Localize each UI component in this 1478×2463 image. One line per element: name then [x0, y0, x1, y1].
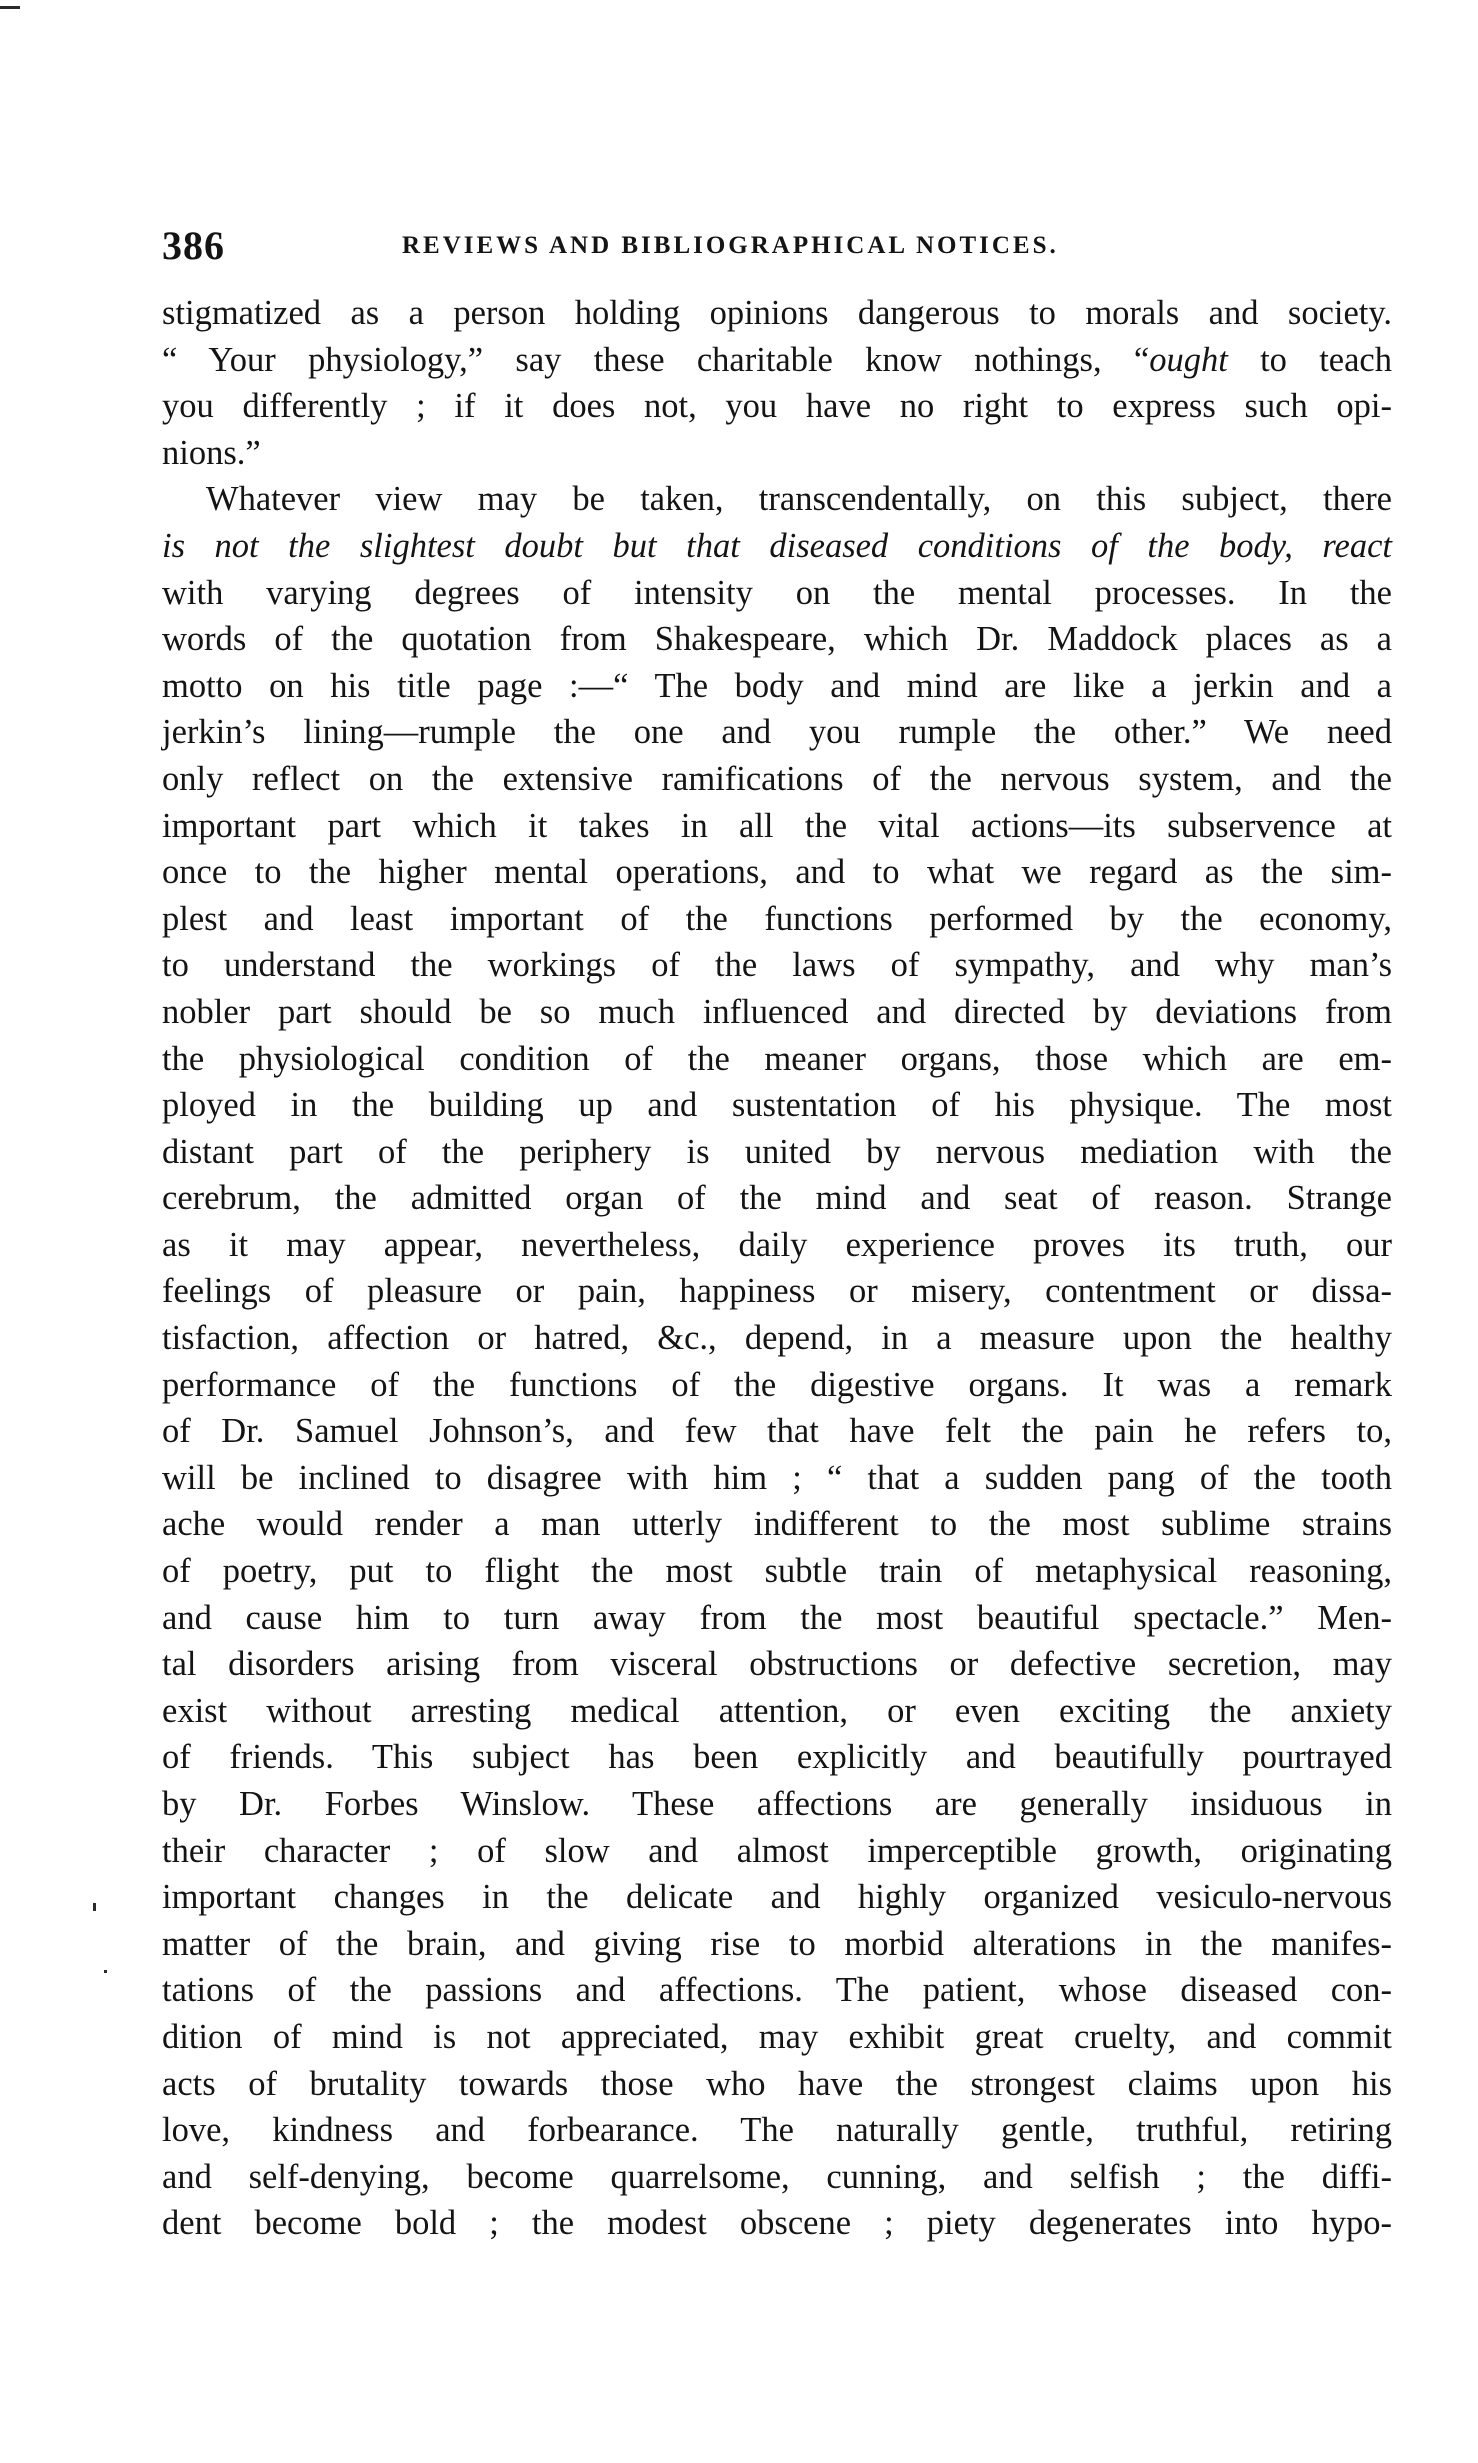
emphasis-ought: ought: [1149, 340, 1228, 379]
running-title: REVIEWS AND BIBLIOGRAPHICAL NOTICES.: [402, 232, 1059, 259]
text-line: acts of brutality towards those who have the strongest claims upon his: [162, 2064, 1392, 2103]
text-line: only reflect on the extensive ramifications of the nervous system, and the: [162, 759, 1392, 798]
text-line: performance of the functions of the digestive organs. It was a remark: [162, 1365, 1392, 1404]
text-line: of friends. This subject has been explicitly and beautifully pourtrayed: [162, 1738, 1392, 1777]
scan-mark-top-left: [0, 6, 20, 9]
text-line: exist without arresting medical attention, or even exciting the anxiety: [162, 1691, 1392, 1730]
scan-speck: [104, 1970, 107, 1973]
text-line: to understand the workings of the laws of sympathy, and why man’s: [162, 946, 1392, 985]
text-line: with varying degrees of intensity on the mental processes. In the: [162, 573, 1392, 612]
text-line: and cause him to turn away from the most beautiful spectacle.” Men-: [162, 1598, 1392, 1637]
text-line: ache would render a man utterly indifferent to the most sublime strains: [162, 1505, 1392, 1544]
text-line: nobler part should be so much influenced and directed by deviations from: [162, 992, 1392, 1031]
text-line: tisfaction, affection or hatred, &c., depend, in a measure upon the healthy: [162, 1319, 1392, 1358]
text-line: tations of the passions and affections. The patient, whose diseased con-: [162, 1971, 1392, 2010]
text-line: tal disorders arising from visceral obstructions or defective secretion, may: [162, 1645, 1392, 1684]
text-line: of poetry, put to flight the most subtle train of metaphysical reasoning,: [162, 1552, 1392, 1591]
text-line: by Dr. Forbes Winslow. These affections are generally insiduous in: [162, 1785, 1392, 1823]
text-line: of Dr. Samuel Johnson’s, and few that have felt the pain he refers to,: [162, 1412, 1392, 1451]
text-line: cerebrum, the admitted organ of the mind and seat of reason. Strange: [162, 1179, 1392, 1218]
text-line: motto on his title page :—“ The body and mind are like a jerkin and a: [162, 666, 1392, 705]
running-head: [162, 222, 1392, 272]
text-line: feelings of pleasure or pain, happiness or misery, contentment or dissa-: [162, 1272, 1392, 1311]
text-line: plest and least important of the functions performed by the economy,: [162, 899, 1392, 938]
text-line: as it may appear, nevertheless, daily experience proves its truth, our: [162, 1225, 1392, 1264]
emphasis-line: is not the slightest doubt but that diseased conditions of the body, react: [162, 526, 1392, 565]
text-line: jerkin’s lining—rumple the one and you rumple the other.” We need: [162, 713, 1392, 752]
text-line: their character ; of slow and almost imperceptible growth, originating: [162, 1831, 1392, 1870]
text-line: dent become bold ; the modest obscene ; piety degenerates into hypo-: [162, 2204, 1392, 2243]
text-line: will be inclined to disagree with him ; “ that a sudden pang of the tooth: [162, 1458, 1392, 1497]
text-line: distant part of the periphery is united by nervous mediation with the: [162, 1132, 1392, 1171]
body-text: [162, 290, 1392, 2247]
text-line: important changes in the delicate and highly organized vesiculo-nervous: [162, 1878, 1392, 1917]
text-line: nions.”: [162, 433, 261, 472]
text-line: words of the quotation from Shakespeare, which Dr. Maddock places as a: [162, 620, 1392, 659]
text-line: and self-denying, become quarrelsome, cunning, and selfish ; the diffi-: [162, 2157, 1392, 2196]
text-line: ployed in the building up and sustentation of his physique. The most: [162, 1086, 1392, 1125]
text-line: matter of the brain, and giving rise to morbid alterations in the manifes-: [162, 1924, 1392, 1963]
text-line: dition of mind is not appreciated, may exhibit great cruelty, and commit: [162, 2017, 1392, 2056]
text-line: [162, 337, 1392, 384]
text-run: to teach: [1227, 340, 1392, 379]
text-line: love, kindness and forbearance. The naturally gentle, truthful, retiring: [162, 2111, 1392, 2150]
scan-speck: [93, 1903, 96, 1911]
text-line: stigmatized as a person holding opinions dangerous to morals and society.: [162, 294, 1392, 332]
text-line: you differently ; if it does not, you have no right to express such opi-: [162, 387, 1392, 426]
text-line: important part which it takes in all the vital actions—its subservence at: [162, 806, 1392, 845]
page-number: 386: [162, 223, 225, 268]
text-run: “ Your physiology,” say these charitable know nothings, “: [162, 340, 1150, 379]
paragraph-start-line: Whatever view may be taken, transcendentally, on this subject, there: [206, 480, 1392, 519]
text-line: the physiological condition of the meaner organs, those which are em-: [162, 1039, 1392, 1078]
text-line: once to the higher mental operations, and to what we regard as the sim-: [162, 853, 1392, 892]
